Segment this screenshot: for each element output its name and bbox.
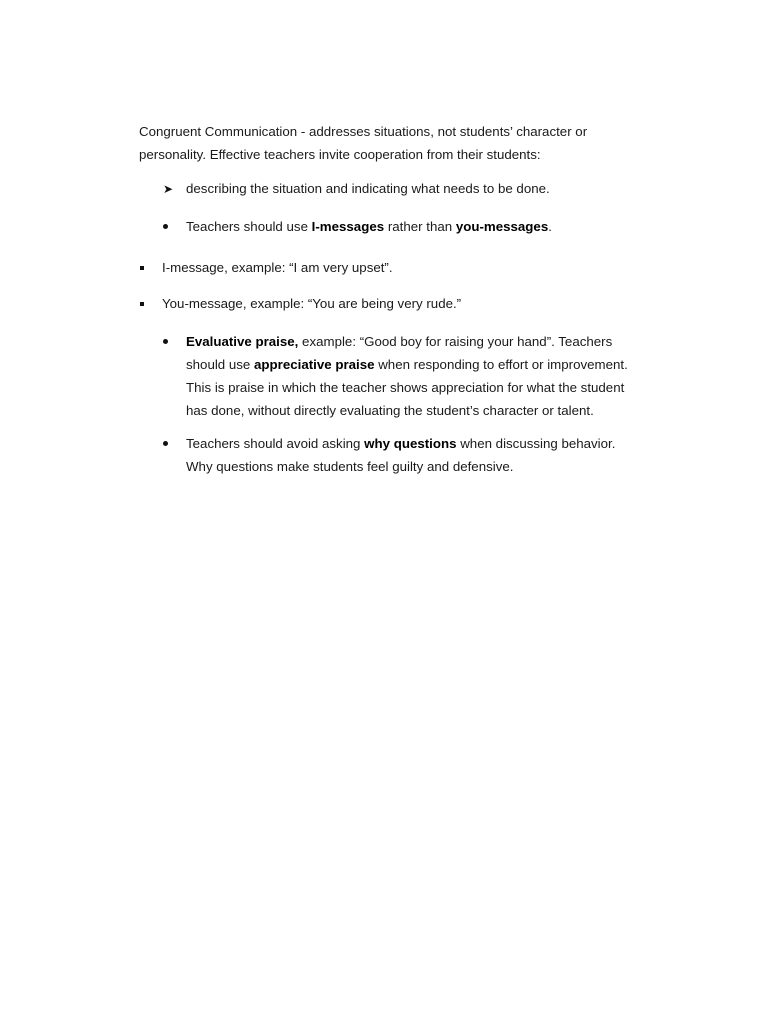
list-item-text: .	[548, 219, 552, 234]
list-item-text: I-message, example: “I am very upset”.	[162, 260, 393, 275]
list-item-i-message-example	[162, 256, 393, 279]
round-bullet-icon	[163, 339, 168, 344]
bold-term-i-messages: I-messages	[311, 219, 385, 234]
list-item-text: should use	[186, 357, 255, 372]
list-item-i-messages	[186, 215, 552, 238]
bold-term-appreciative-praise: appreciative praise	[254, 357, 375, 372]
list-item-text: Teachers should use	[186, 219, 312, 234]
list-item-text: This is praise in which the teacher shows appreciation for what the student	[186, 380, 625, 395]
list-item-evaluative-praise	[186, 330, 676, 422]
square-bullet-icon	[140, 266, 144, 270]
list-item-text: example: “Good boy for raising your hand”. Teachers	[298, 334, 613, 349]
list-item-text: Teachers should avoid asking	[186, 436, 365, 451]
list-item-text: describing the situation and indicating what needs to be done.	[186, 181, 550, 196]
list-item-text: when discussing behavior.	[456, 436, 616, 451]
list-item-text: You-message, example: “You are being very rude.”	[162, 296, 462, 311]
bold-term-why-questions: why questions	[364, 436, 457, 451]
bold-term-you-messages: you-messages	[455, 219, 549, 234]
round-bullet-icon	[163, 441, 168, 446]
list-item-text: Why questions make students feel guilty and defensive.	[186, 459, 514, 474]
intro-line-1: Congruent Communication - addresses situations, not students’ character or	[139, 124, 588, 139]
round-bullet-icon	[163, 224, 168, 229]
list-item-you-message-example	[162, 292, 461, 315]
list-item-text: has done, without directly evaluating the student’s character or talent.	[186, 403, 594, 418]
bold-term-evaluative-praise: Evaluative praise,	[186, 334, 299, 349]
square-bullet-icon	[140, 302, 144, 306]
arrow-bullet-icon: ➤	[163, 182, 174, 196]
list-item-describing	[186, 177, 550, 200]
list-item-text: when responding to effort or improvement.	[374, 357, 628, 372]
list-item-text: rather than	[384, 219, 456, 234]
intro-paragraph	[139, 120, 639, 166]
list-item-why-questions	[186, 432, 676, 478]
intro-line-2: personality. Effective teachers invite cooperation from their students:	[139, 147, 541, 162]
